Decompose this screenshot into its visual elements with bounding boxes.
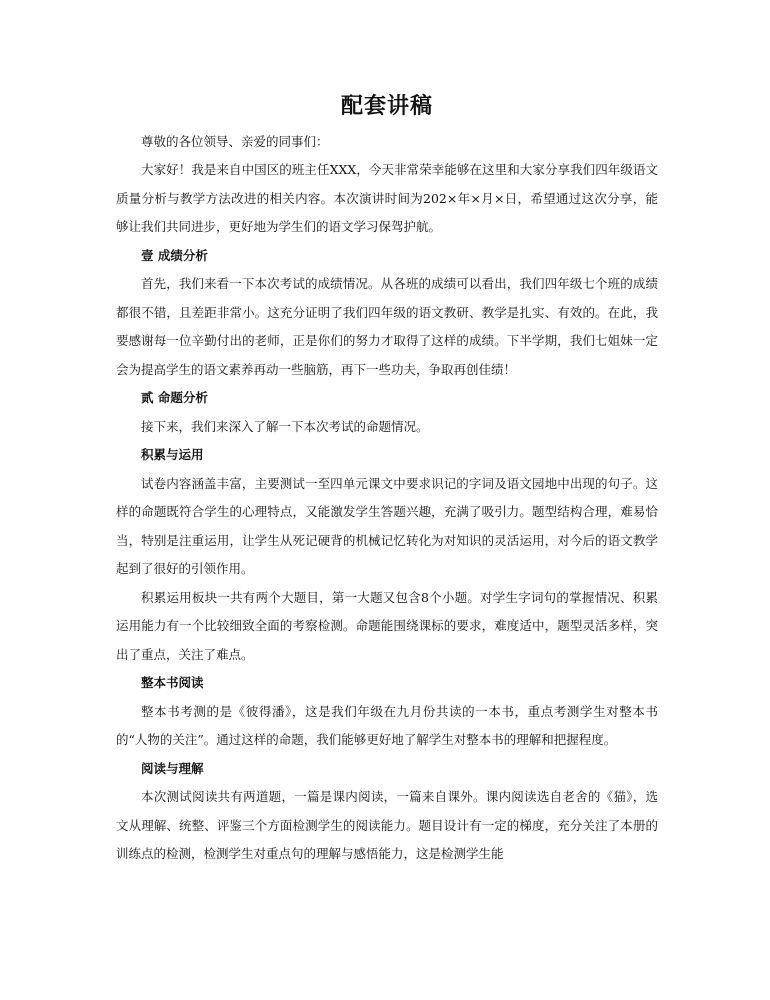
accumulation-paragraph-2: 积累运用板块一共有两个大题目，第一大题又包含8个小题。对学生字词句的掌握情况、积累运用能力有一个比较细致全面的考察检测。命题能围绕课标的要求，难度适中，题型灵活多样，突出了重点，关注了难点。	[116, 589, 658, 662]
greeting-line: 尊敬的各位领导、亲爱的同事们：	[141, 134, 329, 149]
section-heading-question-analysis: 贰 命题分析	[141, 390, 208, 405]
whole-book-paragraph: 整本书考测的是《彼得潘》，这是我们年级在九月份共读的一本书，重点考测学生对整本书的“人物的关注”。通过这样的命题，我们能够更好地了解学生对整本书的理解和把握程度。	[116, 703, 658, 747]
section-heading-score-analysis: 壹 成绩分析	[141, 247, 208, 263]
accumulation-paragraph-1: 试卷内容涵盖丰富，主要测试一至四单元课文中要求识记的字词及语文园地中出现的句子。这样的命题既符合学生的心理特点，又能激发学生答题兴趣，充满了吸引力。题型结构合理，难易恰当，特别是注重运用，让学生从死记硬背的机械记忆转化为对知识的灵活运用，对今后的语文教学起到了很好的引领作用。	[116, 475, 658, 576]
document-page	[116, 86, 658, 869]
subheading-reading-comprehension: 阅读与理解	[141, 760, 204, 776]
score-analysis-paragraph: 首先，我们来看一下本次考试的成绩情况。从各班的成绩可以看出，我们四年级七个班的成绩都很不错，且差距非常小。这充分证明了我们四年级的语文教研、教学是扎实、有效的。在此，我要感谢每一位辛勤付出的老师，正是你们的努力才取得了这样的成绩。下半学期，我们七姐妹一定会为提高学生的语文素养再动一些脑筋，再下一些功夫，争取再创佳绩！	[116, 276, 658, 377]
subheading-whole-book-reading: 整本书阅读	[141, 675, 204, 690]
question-analysis-intro: 接下来，我们来深入了解一下本次考试的命题情况。	[141, 418, 429, 434]
reading-comprehension-paragraph: 本次测试阅读共有两道题，一篇是课内阅读，一篇来自课外。课内阅读选自老舍的《猫》，选文从理解、统整、评鉴三个方面检测学生的阅读能力。题目设计有一定的梯度，充分关注了本册的训练点的检测，检测学生对重点句的理解与感悟能力，这是检测学生能	[116, 789, 658, 861]
subheading-accumulation: 积累与运用	[141, 447, 204, 462]
document-title: 配套讲稿	[340, 93, 433, 119]
intro-paragraph: 大家好！我是来自中国区的班主任XXX，今天非常荣幸能够在这里和大家分享我们四年级语文质量分析与教学方法改进的相关内容。本次演讲时间为202×年×月×日，希望通过这次分享，能够让我们共同进步，更好地为学生们的语文学习保驾护航。	[116, 162, 658, 234]
